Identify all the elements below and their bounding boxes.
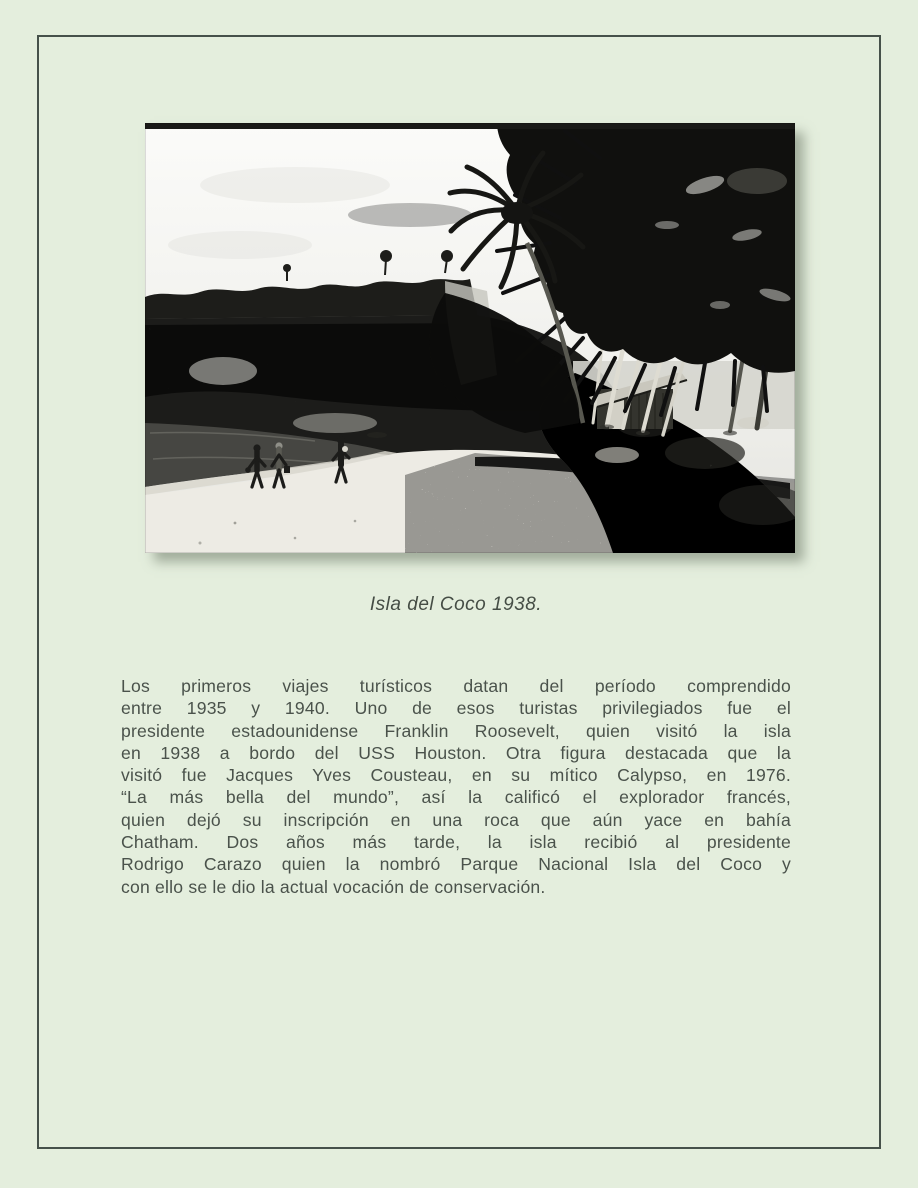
body-line: Chatham. Dos años más tarde, la isla recibió al presidente bbox=[121, 832, 791, 853]
body-line: “La más bella del mundo”, así la calificó el explorador francés, bbox=[121, 787, 791, 808]
driftwood-log bbox=[367, 432, 387, 438]
body-line: visitó fue Jacques Yves Cousteau, en su mítico Calypso, en 1976. bbox=[121, 765, 791, 786]
body-line: en 1938 a bordo del USS Houston. Otra figura destacada que la bbox=[121, 742, 791, 763]
historic-beach-photo bbox=[145, 123, 795, 553]
historic-beach-photo-graphic bbox=[145, 123, 795, 553]
body-line: quien dejó su inscripción en una roca que aún yace en bahía bbox=[121, 809, 791, 830]
body-line: Los primeros viajes turísticos datan del período comprendido bbox=[121, 676, 791, 696]
photo-caption: Isla del Coco 1938. bbox=[369, 594, 543, 615]
body-line: Rodrigo Carazo quien la nombró Parque Nacional Isla del Coco y bbox=[121, 854, 791, 875]
body-paragraph bbox=[121, 675, 791, 898]
body-line: con ello se le dio la actual vocación de conservación. bbox=[121, 876, 546, 897]
body-line: presidente estadounidense Franklin Roosevelt, quien visitó la isla bbox=[121, 720, 791, 741]
body-line: entre 1935 y 1940. Uno de esos turistas privilegiados fue el bbox=[121, 698, 791, 719]
